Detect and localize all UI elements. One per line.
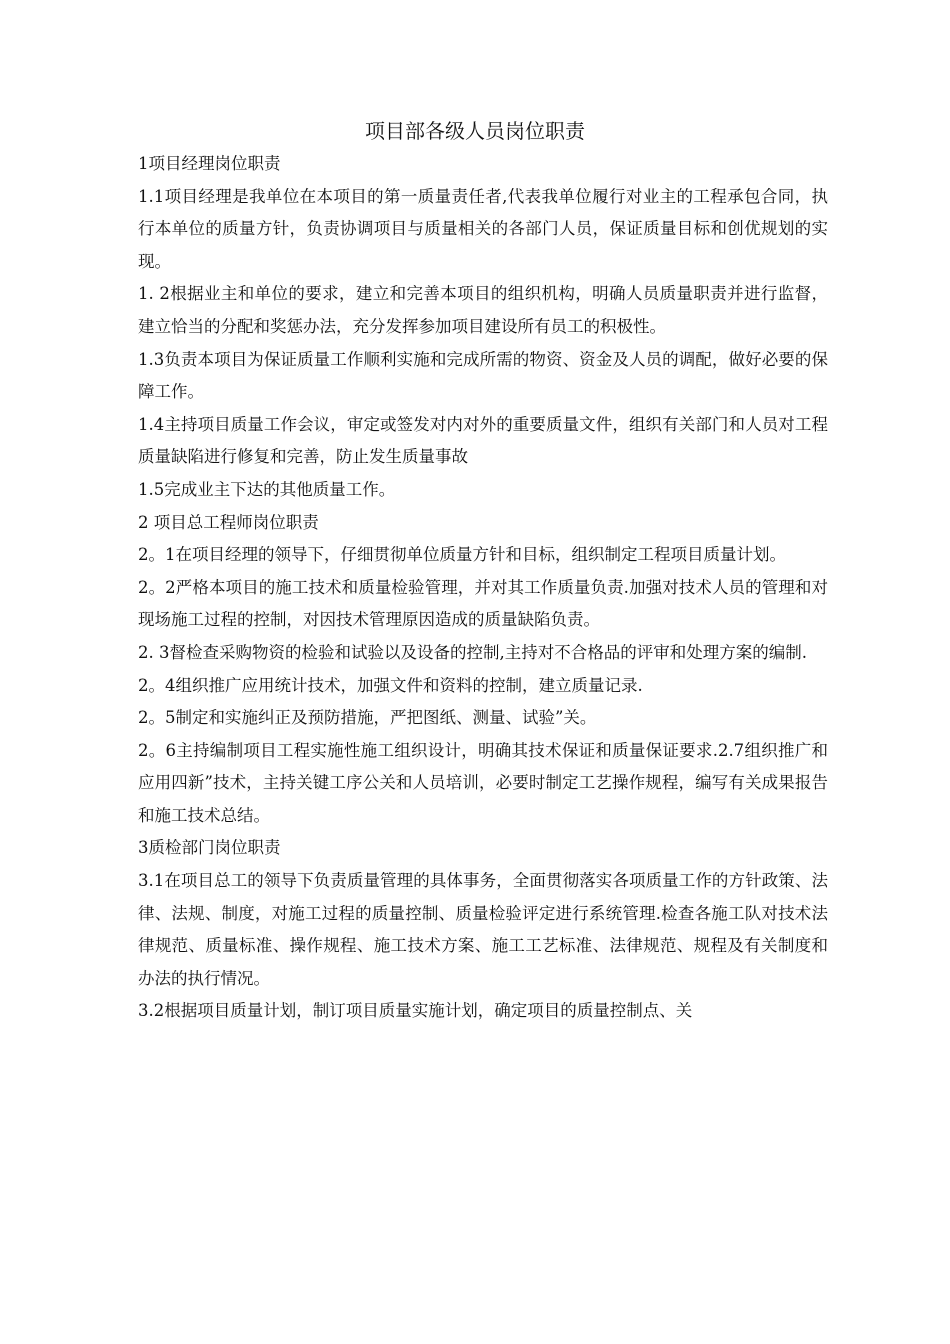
paragraph-2-5: 2。5制定和实施纠正及预防措施，严把图纸、测量、试验”关。	[138, 708, 597, 728]
section-heading-1: 1项目经理岗位职责	[138, 154, 281, 173]
paragraph-3-2: 3.2根据项目质量计划，制订项目质量实施计划，确定项目的质量控制点、关	[138, 1001, 693, 1021]
paragraph-1-2: 1. 2根据业主和单位的要求，建立和完善本项目的组织机构，明确人员质量职责并进行监督，建立恰当的分配和奖惩办法，充分发挥参加项目建设所有员工的积极性。	[138, 284, 828, 336]
document-body	[138, 148, 828, 1028]
section-heading-3: 3质检部门岗位职责	[138, 838, 281, 858]
paragraph-2-6: 2。6主持编制项目工程实施性施工组织设计，明确其技术保证和质量保证要求.2.7组织推广和应用四新”技术，主持关键工序公关和人员培训，必要时制定工艺操作规程，编写有关成果报告和施工技术总结。	[138, 740, 828, 825]
paragraph-3-1: 3.1在项目总工的领导下负责质量管理的具体事务，全面贯彻落实各项质量工作的方针政策、法律、法规、制度，对施工过程的质量控制、质量检验评定进行系统管理.检查各施工队对技术法律规范、质量标准、操作规程、施工技术方案、施工工艺标准、法律规范、规程及有关制度和办法的执行情况。	[138, 871, 828, 988]
paragraph-1-4: 1.4主持项目质量工作会议，审定或签发对内对外的重要质量文件，组织有关部门和人员对工程质量缺陷进行修复和完善，防止发生质量事故	[138, 414, 828, 467]
paragraph-1-5: 1.5完成业主下达的其他质量工作。	[138, 479, 396, 499]
paragraph-1-1: 1.1项目经理是我单位在本项目的第一质量责任者,代表我单位履行对业主的工程承包合同，执行本单位的质量方针，负责协调项目与质量相关的各部门人员，保证质量目标和创优规划的实现。	[138, 186, 828, 271]
paragraph-1-3: 1.3负责本项目为保证质量工作顺利实施和完成所需的物资、资金及人员的调配，做好必要的保障工作。	[138, 349, 828, 402]
paragraph-2-3: 2. 3督检查采购物资的检验和试验以及设备的控制,主持对不合格品的评审和处理方案的编制.	[138, 642, 807, 662]
paragraph-2-4: 2。4组织推广应用统计技术，加强文件和资料的控制，建立质量记录.	[138, 675, 643, 695]
paragraph-2-2: 2。2严格本项目的施工技术和质量检验管理，并对其工作质量负责.加强对技术人员的管理和对现场施工过程的控制，对因技术管理原因造成的质量缺陷负责。	[138, 577, 828, 630]
paragraph-2-1: 2。1在项目经理的领导下，仔细贯彻单位质量方针和目标，组织制定工程项目质量计划。	[138, 545, 786, 565]
section-heading-2: 2 项目总工程师岗位职责	[138, 512, 319, 532]
page-title: 项目部各级人员岗位职责	[365, 119, 585, 143]
